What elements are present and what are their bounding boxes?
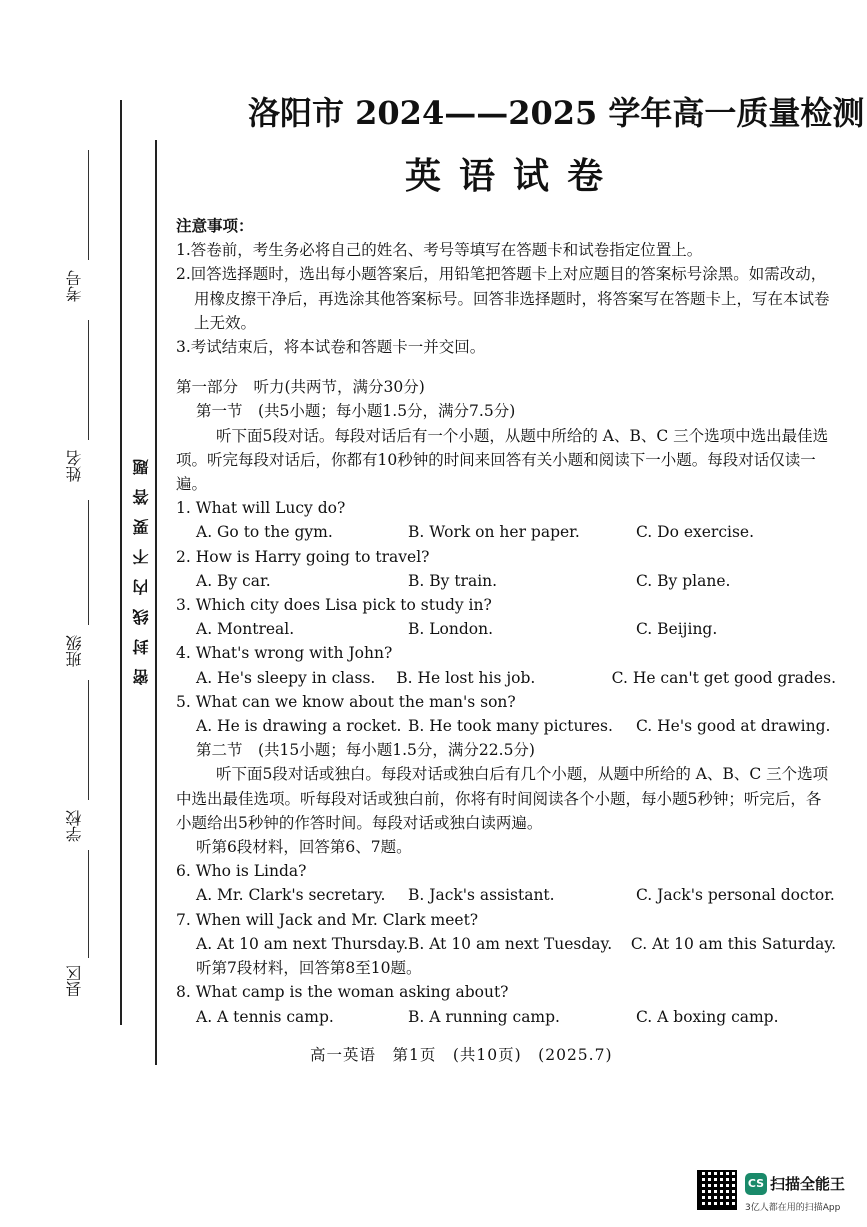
exam-content bbox=[176, 214, 836, 1029]
option-b[interactable]: B. A running camp. bbox=[408, 1007, 560, 1026]
section1-instructions: 听下面5段对话。每段对话后有一个小题，从题中所给的 A、B、C 三个选项中选出最佳选项。听完每段对话后，你都有10秒钟的时间来回答有关小题和阅读下一小题。每段对话仅读一遍。 bbox=[176, 426, 829, 494]
option-a[interactable]: A. He is drawing a rocket. bbox=[196, 717, 402, 736]
notes-heading: 注意事项： bbox=[176, 216, 254, 235]
option-c[interactable]: C. He's good at drawing. bbox=[636, 717, 831, 736]
part1-heading: 第一部分 听力(共两节，满分30分) bbox=[176, 378, 425, 397]
option-a[interactable]: A. Go to the gym. bbox=[196, 523, 333, 542]
question-text: 1. What will Lucy do? bbox=[176, 499, 346, 518]
class-field[interactable] bbox=[88, 500, 89, 625]
scanner-app-name: 扫描全能王 bbox=[770, 1175, 846, 1193]
option-a[interactable]: A. Montreal. bbox=[196, 620, 295, 639]
seal-line-warning: 密封线内不要答题 bbox=[132, 445, 151, 685]
qr-code-icon bbox=[697, 1170, 737, 1210]
exam-number-field[interactable] bbox=[88, 150, 89, 260]
binding-line-inner bbox=[155, 140, 157, 1065]
option-c[interactable]: C. At 10 am this Saturday. bbox=[630, 934, 836, 953]
question-text: 7. When will Jack and Mr. Clark meet? bbox=[176, 910, 479, 929]
option-c[interactable]: C. Do exercise. bbox=[636, 523, 755, 542]
option-a[interactable]: A. At 10 am next Thursday. bbox=[196, 934, 409, 953]
page-footer: 高一英语 第1页 (共10页) (2025.7) bbox=[310, 1046, 613, 1064]
option-c[interactable]: C. He can't get good grades. bbox=[611, 668, 836, 687]
question-text: 4. What's wrong with John? bbox=[176, 644, 393, 663]
section1-heading: 第一节 (共5小题；每小题1.5分，满分7.5分) bbox=[196, 402, 516, 421]
option-b[interactable]: B. At 10 am next Tuesday. bbox=[408, 934, 613, 953]
question-1 bbox=[176, 496, 836, 544]
question-8 bbox=[176, 980, 836, 1028]
material-7-note: 听第7段材料，回答第8至10题。 bbox=[196, 959, 422, 978]
question-text: 2. How is Harry going to travel? bbox=[176, 547, 430, 566]
option-c[interactable]: C. A boxing camp. bbox=[636, 1007, 779, 1026]
question-text: 6. Who is Linda? bbox=[176, 862, 307, 881]
option-a[interactable]: A. A tennis camp. bbox=[196, 1007, 334, 1026]
school-field[interactable] bbox=[88, 680, 89, 800]
question-7 bbox=[176, 908, 836, 956]
question-3 bbox=[176, 593, 836, 641]
school-label: 学校 bbox=[65, 810, 84, 842]
binding-line-outer bbox=[120, 100, 122, 1025]
exam-subtitle: 英语试卷 bbox=[405, 156, 622, 197]
option-b[interactable]: B. He lost his job. bbox=[396, 668, 536, 687]
option-a[interactable]: A. He's sleepy in class. bbox=[196, 668, 376, 687]
scanner-tagline: 3亿人都在用的扫描App bbox=[745, 1203, 841, 1213]
question-4 bbox=[176, 641, 836, 689]
camscanner-logo-icon: CS bbox=[745, 1173, 767, 1195]
exam-title: 洛阳市 2024——2025 学年高一质量检测 bbox=[248, 94, 865, 132]
note-item: 3.考试结束后，将本试卷和答题卡一并交回。 bbox=[176, 338, 486, 357]
option-a[interactable]: A. Mr. Clark's secretary. bbox=[196, 886, 386, 905]
question-2 bbox=[176, 545, 836, 593]
option-c[interactable]: C. Jack's personal doctor. bbox=[636, 886, 835, 905]
option-b[interactable]: B. By train. bbox=[408, 571, 498, 590]
option-b[interactable]: B. Jack's assistant. bbox=[408, 886, 555, 905]
option-b[interactable]: B. Work on her paper. bbox=[408, 523, 580, 542]
note-item: 2.回答选择题时，选出每小题答案后，用铅笔把答题卡上对应题目的答案标号涂黑。如需改动，用橡皮擦干净后，再选涂其他答案标号。回答非选择题时，将答案写在答题卡上，写在本试卷上无效。 bbox=[176, 265, 830, 332]
option-b[interactable]: B. He took many pictures. bbox=[408, 717, 613, 736]
question-text: 5. What can we know about the man's son? bbox=[176, 692, 516, 711]
question-5 bbox=[176, 690, 836, 738]
question-text: 3. Which city does Lisa pick to study in? bbox=[176, 596, 492, 615]
section2-instructions: 听下面5段对话或独白。每段对话或独白后有几个小题，从题中所给的 A、B、C 三个选项中选出最佳选项。听每段对话或独白前，你将有时间阅读各个小题，每小题5秒钟；听完后，各小题给出5秒钟的作答时间。每段对话或独白读两遍。 bbox=[176, 765, 829, 832]
option-a[interactable]: A. By car. bbox=[196, 571, 271, 590]
name-field[interactable] bbox=[88, 320, 89, 440]
county-label: 县区 bbox=[65, 965, 84, 997]
name-label: 姓名 bbox=[65, 450, 84, 482]
note-item: 1.答卷前，考生务必将自己的姓名、考号等填写在答题卡和试卷指定位置上。 bbox=[176, 241, 703, 260]
section2-heading: 第二节 (共15小题；每小题1.5分，满分22.5分) bbox=[196, 741, 535, 760]
option-c[interactable]: C. By plane. bbox=[636, 571, 731, 590]
material-6-note: 听第6段材料，回答第6、7题。 bbox=[196, 838, 412, 857]
question-text: 8. What camp is the woman asking about? bbox=[176, 983, 509, 1002]
class-label: 班级 bbox=[65, 635, 84, 667]
option-b[interactable]: B. London. bbox=[408, 620, 494, 639]
option-c[interactable]: C. Beijing. bbox=[636, 620, 718, 639]
county-field[interactable] bbox=[88, 850, 89, 958]
question-6 bbox=[176, 859, 836, 907]
exam-number-label: 考号 bbox=[65, 270, 84, 302]
